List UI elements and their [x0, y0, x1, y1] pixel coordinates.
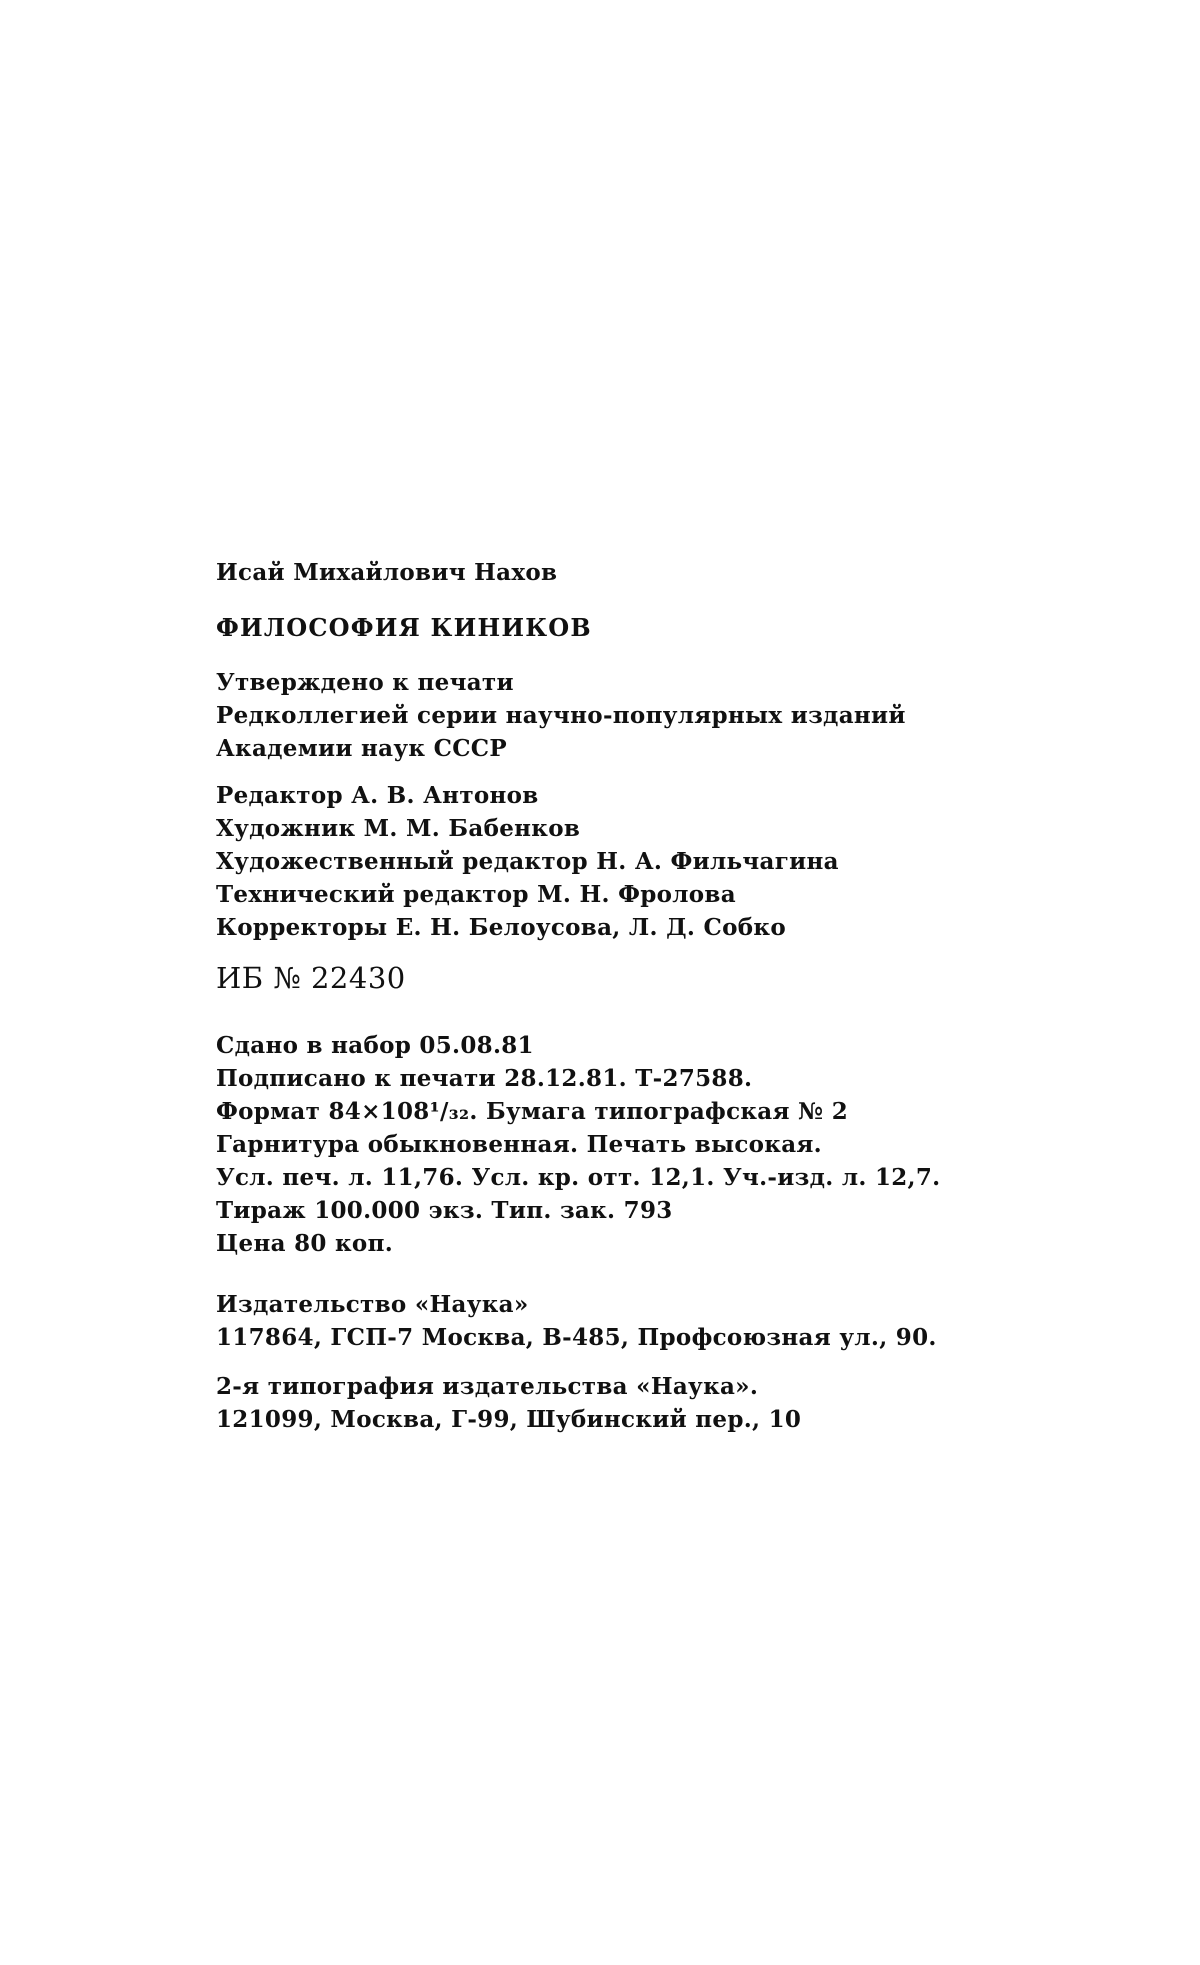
- staff-credits: [216, 779, 1016, 944]
- approval-line: Редколлегией серии научно-популярных изданий: [216, 702, 906, 729]
- print-detail-line: Подписано к печати 28.12.81. Т-27588.: [216, 1065, 753, 1092]
- book-title: ФИЛОСОФИЯ КИНИКОВ: [216, 613, 592, 642]
- print-details: [216, 1029, 1016, 1260]
- author-name: Исай Михайлович Нахов: [216, 559, 558, 586]
- print-detail-line: Усл. печ. л. 11,76. Усл. кр. отт. 12,1. Уч.-изд. л. 12,7.: [216, 1164, 941, 1191]
- proofreaders-credit: Корректоры Е. Н. Белоусова, Л. Д. Собко: [216, 914, 786, 941]
- print-detail-line: Тираж 100.000 экз. Тип. зак. 793: [216, 1197, 673, 1224]
- printer-name: 2-я типография издательства «Наука».: [216, 1373, 759, 1400]
- print-detail-line: Формат 84×108¹/₃₂. Бумага типографская № 2: [216, 1098, 849, 1125]
- ib-number: ИБ № 22430: [216, 961, 406, 995]
- publisher-address: 117864, ГСП-7 Москва, В-485, Профсоюзная ул., 90.: [216, 1324, 937, 1351]
- print-detail-line: Цена 80 коп.: [216, 1230, 394, 1257]
- art-editor-credit: Художественный редактор Н. А. Фильчагина: [216, 848, 839, 875]
- print-detail-line: Гарнитура обыкновенная. Печать высокая.: [216, 1131, 822, 1158]
- technical-editor-credit: Технический редактор М. Н. Фролова: [216, 881, 736, 908]
- approval-line: Утверждено к печати: [216, 669, 514, 696]
- printer-info: [216, 1370, 1016, 1436]
- printer-address: 121099, Москва, Г-99, Шубинский пер., 10: [216, 1406, 802, 1433]
- publisher-info: [216, 1288, 1016, 1354]
- editor-credit: Редактор А. В. Антонов: [216, 782, 539, 809]
- publisher-name: Издательство «Наука»: [216, 1291, 529, 1318]
- print-detail-line: Сдано в набор 05.08.81: [216, 1032, 534, 1059]
- approval-line: Академии наук СССР: [216, 735, 508, 762]
- artist-credit: Художник М. М. Бабенков: [216, 815, 581, 842]
- imprint-block: [216, 556, 1016, 1436]
- approval-block: [216, 666, 1016, 765]
